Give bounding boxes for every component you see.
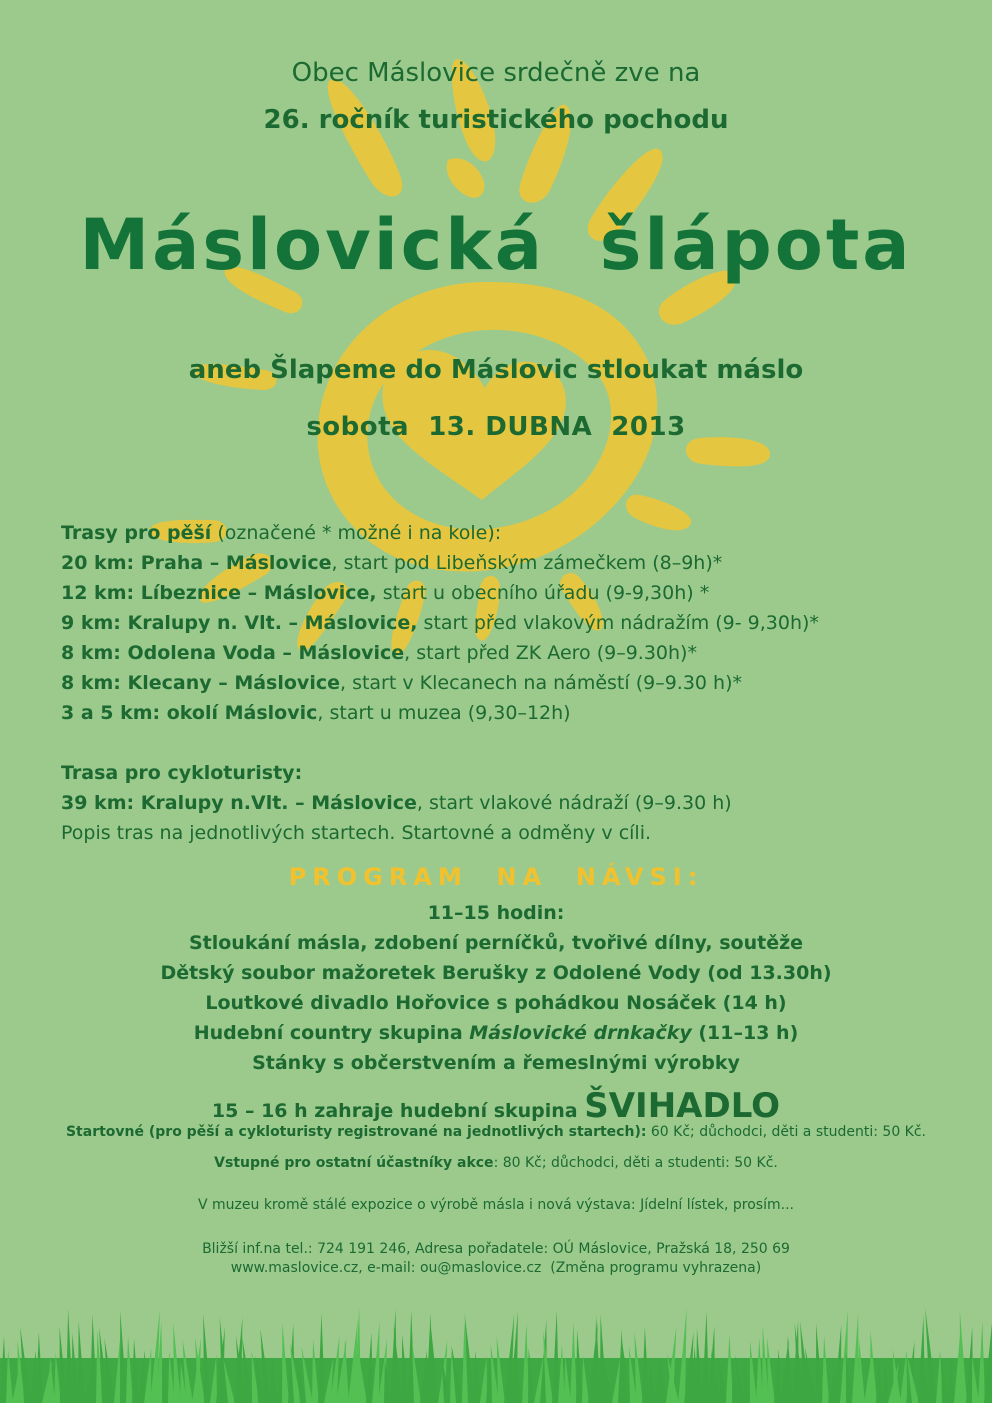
route-item: 8 km: Odolena Voda – Máslovice, start před ZK Aero (9–9.30h)* [61, 642, 697, 664]
entry-fee: Vstupné pro ostatní účastníky akce: 80 Kč; důchodci, děti a studenti: 50 Kč. [214, 1155, 778, 1171]
route-item: 3 a 5 km: okolí Máslovic, start u muzea (9,30–12h) [61, 702, 571, 724]
route-item: 20 km: Praha – Máslovice, start pod Libeňským zámečkem (8–9h)* [61, 552, 723, 574]
program-item: Stánky s občerstvením a řemeslnými výrobky [252, 1052, 740, 1074]
routes-note: Popis tras na jednotlivých startech. Startovné a odměny v cíli. [61, 822, 652, 844]
band-name: ŠVIHADLO [584, 1086, 781, 1126]
contact-web-email: www.maslovice.cz, e-mail: ou@maslovice.cz (Změna programu vyhrazena) [230, 1260, 762, 1276]
hiking-heading: Trasy pro pěší (označené * možné i na kole): [61, 522, 502, 544]
event-subtitle: aneb Šlapeme do Máslovic stloukat máslo [188, 355, 804, 385]
program-section [0, 898, 992, 1078]
edition-line: 26. ročník turistického pochodu [263, 105, 729, 135]
program-item: Stloukání másla, zdobení perníčků, tvořivé dílny, soutěže [188, 932, 804, 954]
intro-line: Obec Máslovice srdečně zve na [291, 58, 701, 88]
route-item: 12 km: Líbeznice – Máslovice, start u obecního úřadu (9-9,30h) * [61, 582, 710, 604]
contact-info [0, 1240, 992, 1278]
cycling-heading: Trasa pro cykloturisty: [61, 762, 303, 784]
cycling-route: 39 km: Kralupy n.Vlt. – Máslovice, start vlakové nádraží (9–9.30 h) [61, 792, 732, 814]
program-item: Dětský soubor mažoretek Berušky z Odolené Vody (od 13.30h) [160, 962, 832, 984]
event-title: Máslovická šlápota [79, 204, 913, 286]
program-item: Hudební country skupina Máslovické drnkačky (11–13 h) [193, 1022, 799, 1044]
route-item: 9 km: Kralupy n. Vlt. – Máslovice, start před vlakovým nádražím (9- 9,30h)* [61, 612, 819, 634]
event-date: sobota 13. DUBNA 2013 [306, 412, 686, 442]
band-line: 15 – 16 h zahraje hudební skupina ŠVIHADLO [211, 1086, 781, 1126]
program-heading: PROGRAM NA NÁVSI: [288, 863, 704, 891]
program-time: 11–15 hodin: [427, 902, 565, 924]
routes-section [61, 518, 819, 848]
program-item: Loutkové divadlo Hořovice s pohádkou Nosáček (14 h) [205, 992, 787, 1014]
museum-note: V muzeu kromě stálé expozice o výrobě másla i nová výstava: Jídelní lístek, prosím... [198, 1197, 794, 1213]
start-fee: Startovné (pro pěší a cykloturisty registrované na jednotlivých startech): 60 Kč; důchodci, děti a studenti: 50 Kč. [65, 1124, 927, 1140]
route-item: 8 km: Klecany – Máslovice, start v Klecanech na náměstí (9–9.30 h)* [61, 672, 742, 694]
contact-phone-address: Bližší inf.na tel.: 724 191 246, Adresa pořadatele: OÚ Máslovice, Pražská 18, 250 69 [202, 1241, 790, 1257]
